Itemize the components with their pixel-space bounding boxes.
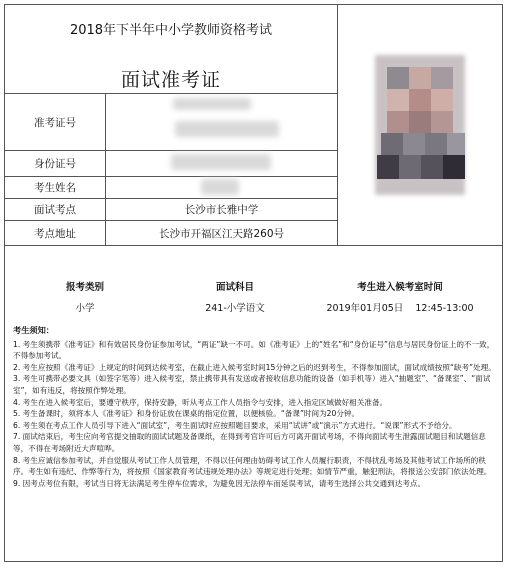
exam-site-label: 面试考点 <box>34 204 76 216</box>
note-item: 2. 考生应按照《准考证》上规定的时间到达候考室，在截止进入候考室时间15分钟之后的迟到考生，不得参加面试，面试成绩按照“缺考”处理。 <box>13 362 496 372</box>
photo-pixel <box>377 155 399 179</box>
photo-pixel <box>431 89 453 111</box>
photo-pixel <box>387 89 409 111</box>
photo-pixel <box>409 67 431 89</box>
admission-ticket <box>4 4 503 562</box>
candidate-notes <box>13 325 497 489</box>
note-item: 4. 考生在进入候考室后，要遵守秩序，保持安静，听从考点工作人员指令与安排，进入指定区域做好相关准备。 <box>13 397 388 407</box>
photo-pixel <box>443 155 465 179</box>
photo-pixel <box>387 111 409 133</box>
entry-time-value: 2019年01月05日 12:45-13:00 <box>326 303 474 314</box>
admission-number-label: 准考证号 <box>34 117 76 129</box>
site-address-value: 长沙市开福区江天路260号 <box>158 228 285 240</box>
exam-name: 2018年下半年中小学教师资格考试 <box>69 23 273 38</box>
photo-pixel <box>431 67 453 89</box>
note-item: 7. 面试结束后，考生应向考官提交抽取的面试试题及备课纸，在得到考官许可后方可离开面试考场，不得向面试考生泄露面试题目和试题信息等，不得在考场附近大声喧哗。 <box>13 432 486 453</box>
site-address-label: 考点地址 <box>34 228 76 240</box>
id-number-redacted <box>171 154 271 170</box>
photo-pixel <box>409 111 431 133</box>
photo-pixel <box>421 155 443 179</box>
note-item: 3. 考生可携带必要文具（如签字笔等）进入候考室，禁止携带具有发送或者接收信息功能的设备（如手机等）进入“抽题室”、“备课室”、“面试室”，如有违反，将按照作弊处理。 <box>13 374 491 395</box>
subject-value: 241-小学语文 <box>205 303 265 314</box>
admission-number-redacted <box>173 98 251 110</box>
note-item: 9. 因考点考位有限，考试当日将无法满足考生停车位需求，为避免因无法停车而延误考试，请考生选择公共交通到达考点。 <box>13 478 426 488</box>
doc-title: 面试准考证 <box>120 69 221 91</box>
note-item: 5. 考生备课时，须将本人《准考证》和身份证放在课桌的指定位置，以便核验。“备课”时间为20分钟。 <box>13 409 360 419</box>
photo-pixel <box>409 89 431 111</box>
photo-pixel <box>403 133 425 155</box>
photo-divider <box>337 5 338 245</box>
category-value: 小学 <box>75 303 95 314</box>
photo-pixel <box>381 133 403 155</box>
id-number-label: 身份证号 <box>34 158 76 170</box>
header-section <box>5 5 337 245</box>
section-divider <box>5 245 502 246</box>
candidate-name-label: 考生姓名 <box>34 182 76 194</box>
col-header-entry-time: 考生进入候考室时间 <box>357 282 443 293</box>
col-header-category: 报考类别 <box>65 282 104 293</box>
photo-pixel <box>425 133 447 155</box>
photo-pixel <box>399 155 421 179</box>
notes-title: 考生须知： <box>13 325 54 335</box>
col-header-subject: 面试科目 <box>215 282 254 293</box>
note-item: 8. 考生应诚信参加考试，并自觉服从考试工作人员管理，不得以任何理由妨碍考试工作人员履行职责，不得扰乱考场及其他考试工作场所的秩序。考生如有违纪、作弊等行为，将按照《国家教育考试违规处理办法》等规定进行处理；如情节严重，触犯刑法，将报送公安部门依法处理。 <box>13 455 492 477</box>
admission-number-redacted <box>175 121 279 137</box>
note-item: 1. 考生须携带《准考证》和有效居民身份证参加考试，“两证”缺一不可。如《准考证》上的“姓名”和“身份证号”信息与居民身份证上的不一致，不得参加考试。 <box>13 339 495 361</box>
candidate-photo <box>341 5 504 245</box>
photo-pixel <box>447 133 465 155</box>
candidate-name-redacted <box>201 179 239 195</box>
exam-site-value: 长沙市长雅中学 <box>184 204 259 216</box>
note-item: 6. 考生须在考点工作人员引导下进入“面试室”，考生面试时应按照题目要求，采用“试讲”或“演示”方式进行。“说课”形式不予给分。 <box>13 420 457 430</box>
photo-pixel <box>431 111 453 133</box>
photo-pixel <box>387 67 409 89</box>
